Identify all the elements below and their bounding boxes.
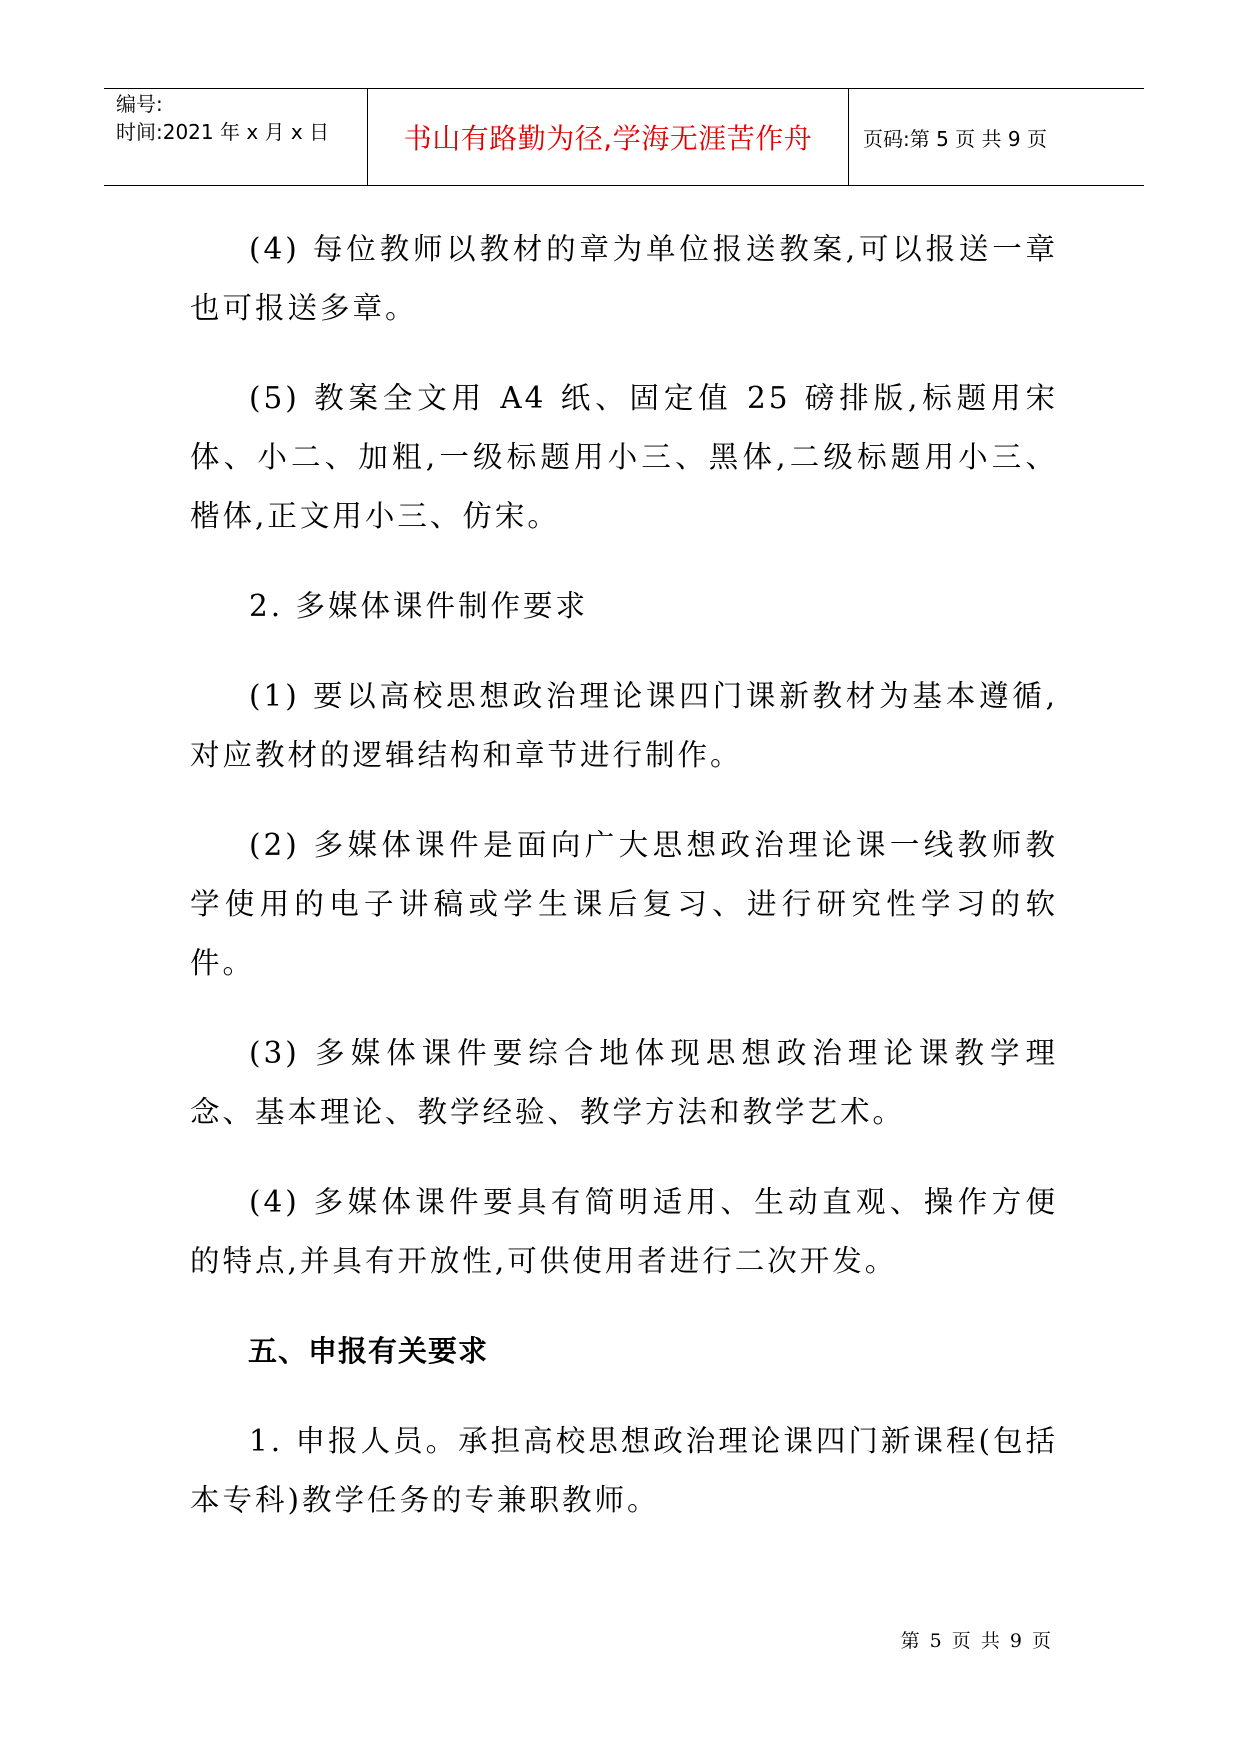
header-page-cell bbox=[850, 89, 1144, 185]
paragraph-multimedia-purpose: (2) 多媒体课件是面向广大思想政治理论课一线教师教学使用的电子讲稿或学生课后复习、进行研究性学习的软件。 bbox=[190, 828, 1058, 980]
paragraph-multimedia-content: (3) 多媒体课件要综合地体现思想政治理论课教学理念、基本理论、教学经验、教学方法和教学艺术。 bbox=[190, 1036, 1058, 1129]
paragraph-lesson-plan-submission: (4) 每位教师以教材的章为单位报送教案,可以报送一章也可报送多章。 bbox=[190, 232, 1058, 325]
header-motto: 书山有路勤为径,学海无涯苦作舟 bbox=[403, 122, 813, 155]
page-footer: 第 5 页 共 9 页 bbox=[900, 1630, 1053, 1652]
section-heading-application: 五、申报有关要求 bbox=[248, 1334, 489, 1368]
header-motto-cell bbox=[368, 89, 849, 185]
section-heading-multimedia: 2. 多媒体课件制作要求 bbox=[249, 589, 589, 623]
paragraph-applicants: 1. 申报人员。承担高校思想政治理论课四门新课程(包括本专科)教学任务的专兼职教师。 bbox=[190, 1424, 1058, 1517]
document-number-label: 编号: bbox=[116, 92, 163, 116]
document-body bbox=[190, 220, 1058, 1561]
header-page-info: 页码:第 5 页 共 9 页 bbox=[863, 126, 1047, 151]
document-header bbox=[104, 88, 1144, 186]
paragraph-multimedia-features: (4) 多媒体课件要具有简明适用、生动直观、操作方便的特点,并具有开放性,可供使用者进行二次开发。 bbox=[190, 1185, 1058, 1278]
paragraph-multimedia-basis: (1) 要以高校思想政治理论课四门课新教材为基本遵循,对应教材的逻辑结构和章节进行制作。 bbox=[190, 679, 1058, 772]
paragraph-lesson-plan-format: (5) 教案全文用 A4 纸、固定值 25 磅排版,标题用宋体、小二、加粗,一级标题用小三、黑体,二级标题用小三、楷体,正文用小三、仿宋。 bbox=[190, 381, 1058, 533]
header-meta-cell bbox=[104, 89, 368, 185]
document-time-label: 时间:2021 年 x 月 x 日 bbox=[116, 120, 330, 144]
